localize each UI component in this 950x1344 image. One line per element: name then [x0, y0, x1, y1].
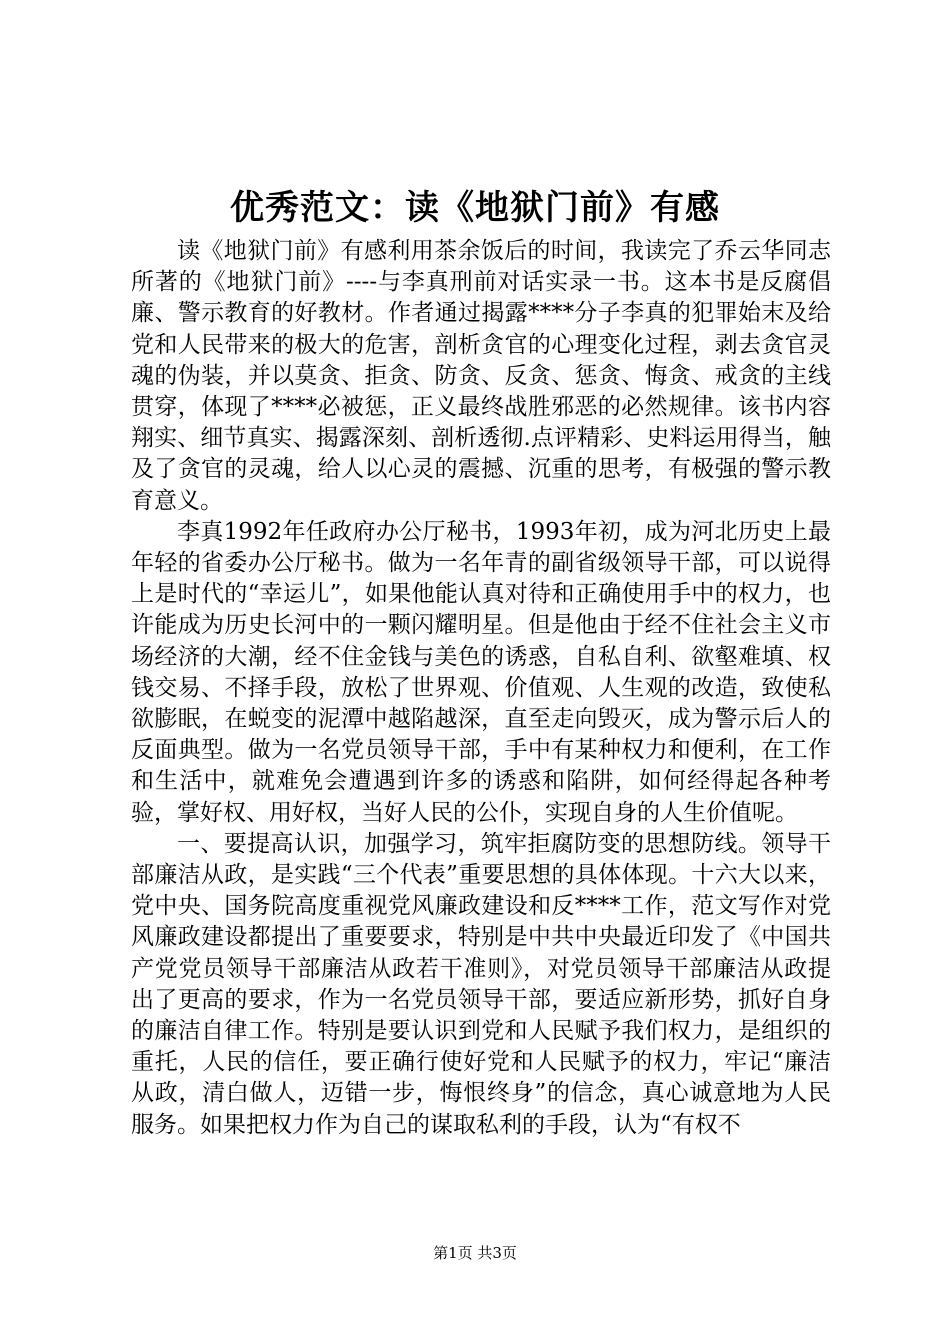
document-title: 优秀范文：读《地狱门前》有感 — [230, 188, 720, 228]
page-footer: 第1页 共3页 — [433, 1244, 517, 1262]
paragraph-li-zhen: 李真1992年任政府办公厅秘书，1993年初，成为河北历史上最年轻的省委办公厅秘书。做为一名年青的副省级领导干部，可以说得上是时代的“幸运儿”，如果他能认真对待和正确使用手中的权力，也许能成为历史长河中的一颗闪耀明星。但是他由于经不住社会主义市场经济的大潮，经不住金钱与美色的诱惑，自私自利、欲壑难填、权钱交易、不择手段，放松了世界观、价值观、人生观的改造，致使私欲膨眠，在蜕变的泥潭中越陷越深，直至走向毁灭，成为警示后人的反面典型。做为一名党员领导干部，手中有某种权力和便利，在工作和生活中，就难免会遭遇到许多的诱惑和陷阱，如何经得起各种考验，掌好权、用好权，当好人民的公仆，实现自身的人生价值呢。 — [131, 518, 831, 826]
paragraph-intro: 读《地狱门前》有感利用茶余饭后的时间，我读完了乔云华同志所著的《地狱门前》----与李真刑前对话实录一书。这本书是反腐倡廉、警示教育的好教材。作者通过揭露****分子李真的犯罪始末及给党和人民带来的极大的危害，剖析贪官的心理变化过程，剥去贪官灵魂的伪装，并以莫贪、拒贪、防贪、反贪、惩贪、悔贪、戒贪的主线贯穿，体现了****必被惩，正义最终战胜邪恶的必然规律。该书内容翔实、细节真实、揭露深刻、剖析透彻.点评精彩、史料运用得当，触及了贪官的灵魂，给人以心灵的震撼、沉重的思考，有极强的警示教育意义。 — [131, 238, 831, 514]
paragraph-point-one: 一、要提高认识，加强学习，筑牢拒腐防变的思想防线。领导干部廉洁从政，是实践“三个代表”重要思想的具体体现。十六大以来，党中央、国务院高度重视党风廉政建设和反****工作，范文写作对党风廉政建设都提出了重要要求，特别是中共中央最近印发了《中国共产党党员领导干部廉洁从政若干准则》，对党员领导干部廉洁从政提出了更高的要求，作为一名党员领导干部，要适应新形势，抓好自身的廉洁自律工作。特别是要认识到党和人民赋予我们权力，是组织的重托，人民的信任，要正确行使好党和人民赋予的权力，牢记“廉洁从政，清白做人，迈错一步，悔恨终身”的信念，真心诚意地为人民服务。如果把权力作为自己的谋取私利的手段，认为“有权不 — [131, 830, 831, 1138]
document-body — [131, 236, 831, 1141]
